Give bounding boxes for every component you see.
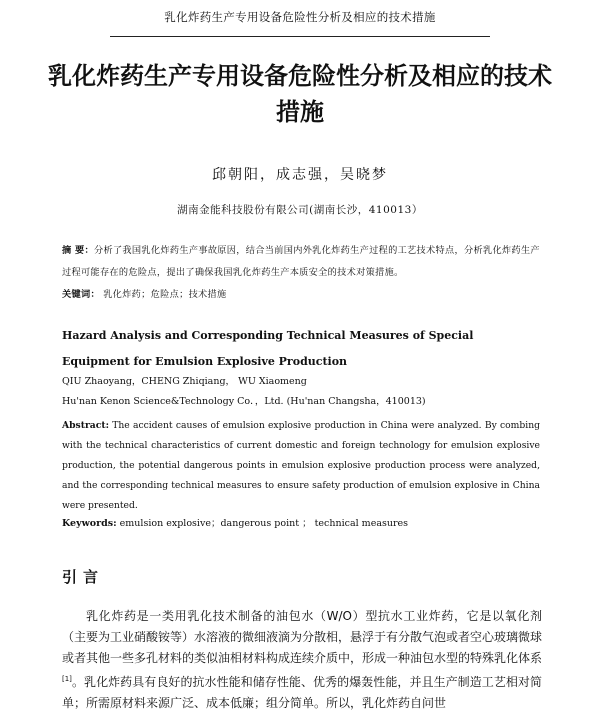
abstract-cn-text: 分析了我国乳化炸药生产事故原因，结合当前国内外乳化炸药生产过程的工艺技术特点，分析乳化炸药生产过程可能存在的危险点，提出了确保我国乳化炸药生产本质安全的技术对策措施。 bbox=[62, 245, 540, 278]
abstract-en-label: Abstract: bbox=[62, 420, 109, 431]
paper-title-en: Hazard Analysis and Corresponding Technical Measures of Special Equipment for Emulsion Explosive Production bbox=[62, 329, 474, 368]
section-heading-introduction: 引言 bbox=[62, 568, 105, 586]
abstract-cn-label: 摘 要： bbox=[62, 245, 94, 256]
keywords-en-text: emulsion explosive；dangerous point ； technical measures bbox=[119, 518, 409, 529]
keywords-en bbox=[62, 515, 540, 533]
paper-title: 乳化炸药生产专用设备危险性分析及相应的技术措施 bbox=[48, 62, 552, 126]
keywords-en-label: Keywords: bbox=[62, 518, 117, 529]
affiliation-en: Hu'nan Kenon Science&Technology Co．，Ltd. (Hu'nan Changsha，410013) bbox=[62, 396, 426, 407]
keywords-cn-text: 乳化炸药；危险点；技术措施 bbox=[103, 289, 227, 300]
abstract-en bbox=[62, 416, 540, 516]
introduction-paragraph bbox=[62, 606, 542, 714]
authors-en-block bbox=[62, 372, 542, 412]
abstract-en-text: The accident causes of emulsion explosive production in China were analyzed. By combing with the technical characteristics of current domestic and foreign technology for emulsion explosive production, the potential dangerous points in emulsion explosive production process were analyzed, and the corresponding technical measures to ensure safety production of emulsion explosive in China were presented. bbox=[62, 420, 541, 511]
header-rule bbox=[110, 36, 490, 37]
citation-ref: [1] bbox=[62, 675, 72, 683]
authors-en: QIU Zhaoyang，CHENG Zhiqiang， WU Xiaomeng bbox=[62, 376, 307, 387]
affiliation-cn: 湖南金能科技股份有限公司(湖南长沙，410013） bbox=[177, 204, 423, 216]
intro-text-1: 乳化炸药是一类用乳化技术制备的油包水（W/O）型抗水工业炸药，它是以氧化剂（主要为工业硝酸铵等）水溶液的微细液滴为分散相，悬浮于有分散气泡或者空心玻璃微球或者其他一些多孔材料的类似油相材料构成连续介质中，形成一种油包水型的特殊乳化体系 bbox=[62, 609, 543, 665]
authors-cn: 邱朝阳，成志强，吴晓梦 bbox=[212, 167, 388, 183]
abstract-cn bbox=[62, 240, 540, 306]
running-head bbox=[0, 0, 600, 40]
running-head-text: 乳化炸药生产专用设备危险性分析及相应的技术措施 bbox=[164, 10, 436, 24]
keywords-cn-label: 关键词： bbox=[62, 289, 100, 300]
intro-text-2: 。乳化炸药具有良好的抗水性能和储存性能、优秀的爆轰性能，并且生产制造工艺相对简单；所需原材料来源广泛、成本低廉；组分简单。所以，乳化炸药自问世 bbox=[62, 675, 542, 710]
